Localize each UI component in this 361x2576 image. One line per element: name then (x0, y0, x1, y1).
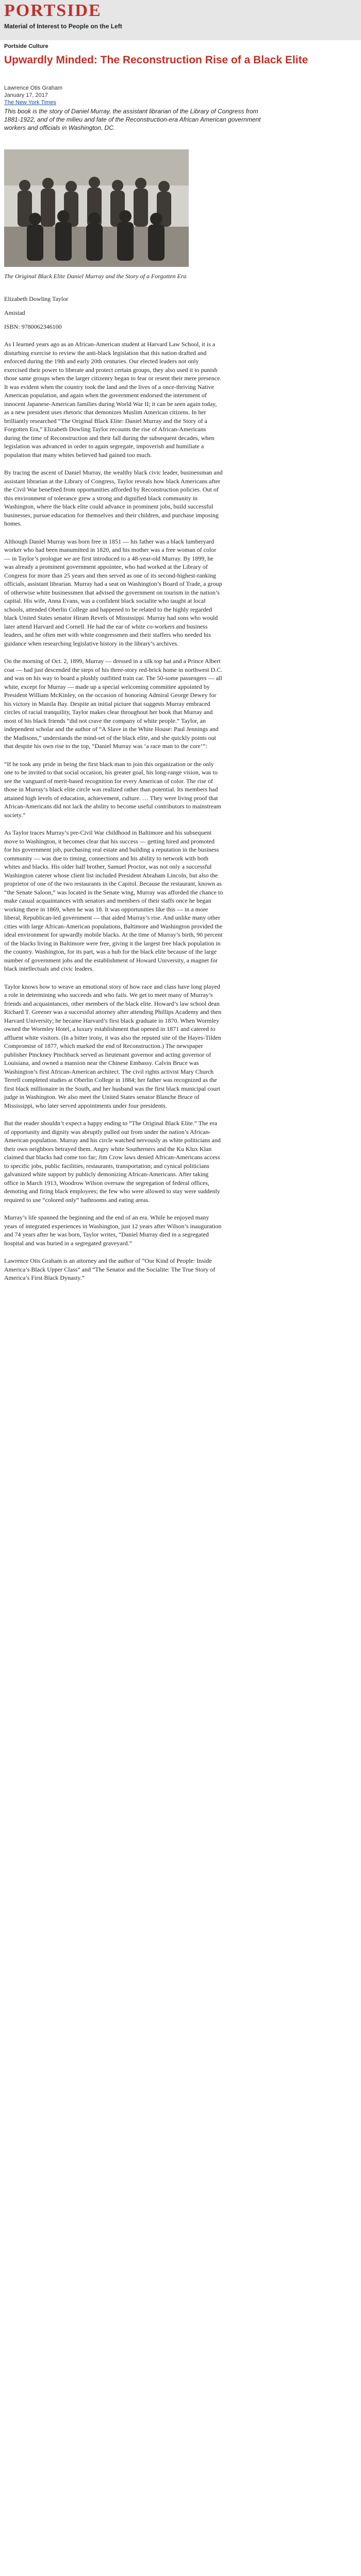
body-paragraph: On the morning of Oct. 2, 1899, Murray — dressed in a silk top hat and a Prince Albert coat — had just descended the steps of his three-story red-brick home in northwest D.C. and was on his way to board a plushly outfitted train car. The 50-some passengers — all white, except for Murray — made up a special welcoming committee appointed by President William McKinley, on the occasion of honoring Admiral George Dewey for his victory in Manila Bay. Despite an initial picture that suggests Murray embraced circles of racial tranquility, Taylor makes clear throughout her book that Murray and most of his black friends “did not crave the company of white people.” Taylor, an independent scholar and the author of “A Slave in the White House: Paul Jennings and the Madisons,” understands the mind-set of the black elite, and she quickly points out that despite his own rise to the top, “Daniel Murray was ‘a race man to the core’”: (4, 657, 223, 750)
book-cover-photo (4, 149, 189, 267)
body-paragraph: Taylor knows how to weave an emotional story of how race and class have long played a role in determining who succeeds and who fails. We get to meet many of Murray’s friends and acquaintances, other members of the black elite. Howard’s law school dean Richard T. Greener was a successful attorney after attending Phillips Academy and then Harvard University; he became Harvard’s first black graduate in 1870. When Wormley owned the Wormley Hotel, a luxury establishment that opened in 1871 and catered to affluent white visitors. (In a bitter irony, it was also the reputed site of the Hayes-Tilden Compromise of 1877, which marked the end of Reconstruction.) The newspaper publisher Pinckney Pinchback served as lieutenant governor and acting governor of Louisiana, and owned a mansion near the Chinese Embassy. Calvin Bruce was Washington’s first African-American architect. The civil rights activist Mary Church Terrell completed studies at Oberlin College in 1884; her father was recognized as the first black millionaire in the South, and her husband was the first black municipal court judge in Washington. We also meet the United States senator Blanche Bruce of Mississippi, who later served appointments under four presidents. (4, 982, 222, 1109)
body-paragraph: “If he took any pride in being the first black man to join this organization or the only one to be invited to that social occasion, his greater goal, his long-range vision, was to see the vanguard of merit-based recognition for every American of color. The rise of those in Murray’s black elite circle was realized rather than potential. Its members had attained high levels of education, achievement, culture. … They were living proof that African-Americans did not lack the ability to become useful contributors to mainstream society.” (4, 760, 221, 819)
masthead-tagline: Material of Interest to People on the Left (4, 23, 122, 30)
body-paragraph: As Taylor traces Murray’s pre-Civil War childhood in Baltimore and his subsequent move to Washington, it becomes clear that his success — getting hired and promoted for his government job, purchasing real estate and building a reputation in the business community — was due to timing, connections and his ability to network with both whites and blacks. His older half brother, Samuel Proctor, was not only a successful Washington caterer whose client list included President Abraham Lincoln, but also the proprietor of one of the two restaurants in the Capitol. Because the restaurant, known as “the Senate Saloon,” was located in the Senate wing, Murray was afforded the chance to make casual acquaintances with senators and members of their staffs once he began working there in 1869, when he was 18. It was opportunities like this — in a more liberal, Republican-led government — that aided Murray’s rise. And unlike many other cities with large African-American populations, Baltimore and Washington provided the ideal environment for upwardly mobile blacks. At the time of Murray’s birth, 90 percent of the blacks living in Baltimore were free, giving it the largest free black population in the country. Washington, for its part, was a hub for the black elite because of the large number of government jobs and the establishment of Howard University, a magnet for black intellectuals and civic leaders. (4, 829, 223, 972)
portside-logo[interactable]: PORTSIDE (4, 1, 102, 20)
source-link[interactable]: The New York Times (4, 99, 56, 106)
body-paragraph: By tracing the ascent of Daniel Murray, the wealthy black civic leader, businessman and assistant librarian at the Library of Congress, Taylor reveals how black Americans after the Civil War benefited from opportunities afforded by Reconstruction policies. Out of this environment of tolerance grew a strong and dignified black community in Washington, where the black elite could advance in prominent jobs, build successful businesses, pursue education for themselves and their children, and purchase imposing homes. (4, 469, 223, 527)
group-portrait-image (4, 149, 189, 267)
body-paragraph: Although Daniel Murray was born free in 1851 — his father was a black lumberyard worker who had been manumitted in 1820, and his mother was a free woman of color — in Taylor’s prologue we are first introduced to a 48-year-old Murray. By 1899, he was already a prominent government appointee, who had worked at the Library of Congress for more than 25 years and then served as one of its second-highest-ranking officials, assistant librarian. Murray had a seat on Washington’s Board of Trade, a group of otherwise white businessmen that advised the government on tourism in the nation’s capital. His wife, Anna Evans, was a confident black socialite who taught at local schools, attended Oberlin College and happened to be related to the highly regarded black United States senator Hiram Revels of Mississippi. Murray had sons who would later attend Harvard and Cornell. He had the ear of white co-workers and business leaders, and he often met with white congressmen and their staffers who needed his guidance when researching legislative history in the library’s archives. (4, 537, 222, 647)
book-author: Elizabeth Dowling Taylor (4, 295, 69, 302)
section-label: Portside Culture (4, 43, 48, 49)
article-summary: This book is the story of Daniel Murray, the assistant librarian of the Library of Congress from 1881-1922, and of the milieu and fate of the Reconstruction-era African American government workers and officials in Washington, DC. (4, 108, 261, 131)
body-paragraph: But the reader shouldn’t expect a happy ending to “The Original Black Elite.” The era of opportunity and dignity was abruptly pulled out from under the nation’s African-American population. Murray and his circle watched nervously as white politicians and their own neighbors betrayed them. Angry white Southerners and the Ku Klux Klan claimed that blacks had come too far; Jim Crow laws denied African-Americans access to specific jobs, public facilities, restaurants, transportation; and cynical politicians galvanized white support by publicly demonizing African-Americans. After taking office in March 1913, Woodrow Wilson oversaw the segregation of federal offices, demoting and firing black employees; the few who were allowed to stay were suddenly required to use “colored only” bathrooms and eating areas. (4, 1120, 221, 1204)
book-publisher: Amistad (4, 309, 25, 316)
body-paragraph: Murray’s life spanned the beginning and the end of an era. While he enjoyed many years of integrated experiences in Washington, just 12 years after Wilson’s inauguration and 74 years after he was born, Taylor writes, “Daniel Murray died in a segregated hospital and was buried in a segregated graveyard.” (4, 1214, 222, 1247)
article-title[interactable]: Upwardly Minded: The Reconstruction Rise of a Black Elite (4, 54, 308, 66)
body-paragraph: As I learned years ago as an African-American student at Harvard Law School, it is a disturbing exercise to review the anti-black legislation that this nation drafted and enforced during the 19th and early 20th centuries. Our elected leaders not only exercised their power to liberate and protect certain groups, they also used it to punish those same groups when the larger citizenry began to fear or resent their mere presence. It was evident when the country took the land and the lives of a once-thriving Native American population, and again when the government endorsed the internment of innocent Japanese-American families during World War II; it can be seen again today, as a new president uses rhetoric that demonizes Muslim American citizens. In her brilliantly researched “The Original Black Elite: Daniel Murray and the Story of a Forgotten Era,” Elizabeth Dowling Taylor recounts the rise of African-Americans during the time of Reconstruction and their fall during the subsequent decades, when legislation was advanced in order to again segregate, impoverish and humiliate a population that many whites believed had gained too much. (4, 341, 222, 459)
byline (4, 84, 62, 106)
image-caption: The Original Black Elite Daniel Murray and the Story of a Forgotten Era (4, 273, 187, 280)
article-body (4, 340, 223, 1292)
publish-date: January 17, 2017 (4, 92, 48, 98)
author-name: Lawrence Otis Graham (4, 85, 63, 91)
book-isbn: ISBN: 9780062346100 (4, 323, 62, 330)
author-bio: Lawrence Otis Graham is an attorney and the author of “Our Kind of People: Inside America’s Black Upper Class” and “The Senator and the Socialite: The True Story of America’s First Black Dynasty.” (4, 1257, 216, 1281)
masthead (0, 0, 361, 40)
